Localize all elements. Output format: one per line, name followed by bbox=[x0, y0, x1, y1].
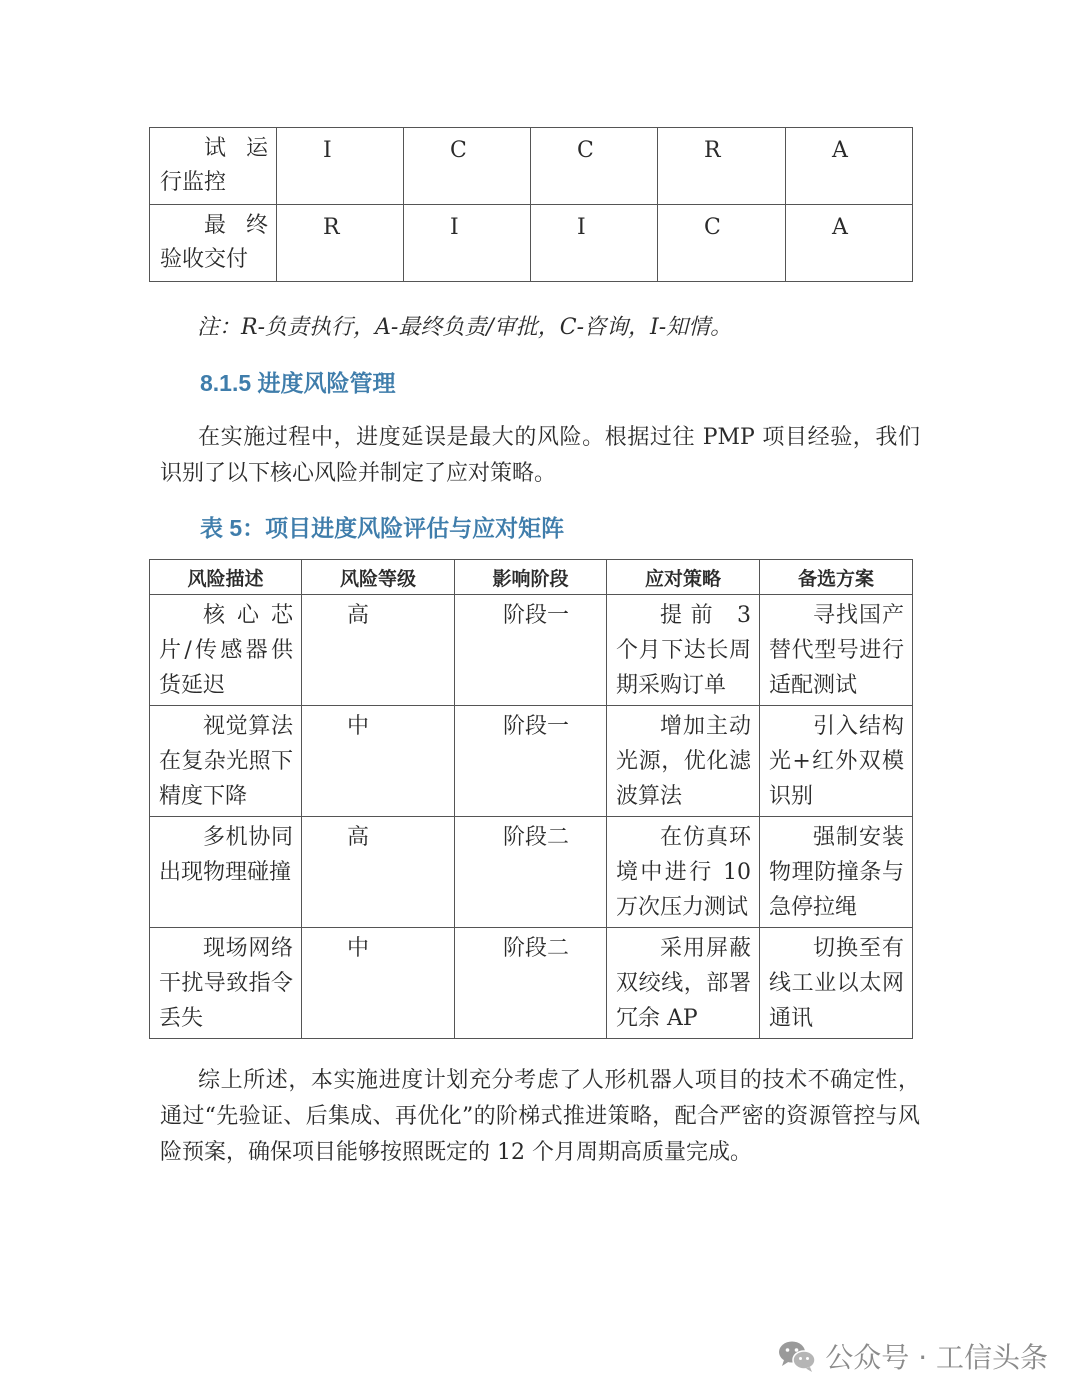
raci-value-cell: I bbox=[404, 205, 531, 282]
table-row bbox=[150, 205, 913, 282]
column-header: 影响阶段 bbox=[455, 560, 607, 595]
wechat-icon bbox=[777, 1339, 817, 1373]
risk-phase-cell: 阶段二 bbox=[455, 928, 607, 1039]
intro-paragraph: 在实施过程中，进度延误是最大的风险。根据过往 PMP 项目经验，我们识别了以下核心风险并制定了应对策略。 bbox=[160, 425, 920, 486]
column-header: 备选方案 bbox=[760, 560, 913, 595]
table-caption: 表 5：项目进度风险评估与应对矩阵 bbox=[200, 515, 565, 541]
table-row bbox=[150, 928, 913, 1039]
risk-strategy-cell: 增加主动光源，优化滤波算法 bbox=[607, 706, 760, 817]
raci-value-cell: I bbox=[277, 128, 404, 205]
risk-phase-cell: 阶段一 bbox=[455, 706, 607, 817]
raci-value-cell: A bbox=[786, 128, 913, 205]
raci-value-cell: C bbox=[404, 128, 531, 205]
risk-alternative-cell: 寻找国产替代型号进行适配测试 bbox=[760, 595, 913, 706]
column-header: 风险描述 bbox=[150, 560, 302, 595]
risk-strategy-cell: 在仿真环境中进行 10 万次压力测试 bbox=[607, 817, 760, 928]
risk-level-cell: 高 bbox=[302, 595, 455, 706]
table-row bbox=[150, 706, 913, 817]
raci-value-cell: C bbox=[531, 128, 658, 205]
raci-value-cell: I bbox=[531, 205, 658, 282]
watermark-text: 公众号 · 工信头条 bbox=[825, 1341, 1048, 1374]
risk-phase-cell: 阶段一 bbox=[455, 595, 607, 706]
risk-strategy-cell: 采用屏蔽双绞线，部署冗余 AP bbox=[607, 928, 760, 1039]
risk-level-cell: 中 bbox=[302, 928, 455, 1039]
risk-table bbox=[149, 559, 913, 1039]
raci-table bbox=[149, 127, 913, 282]
summary-paragraph: 综上所述，本实施进度计划充分考虑了人形机器人项目的技术不确定性，通过“先验证、后集成、再优化”的阶梯式推进策略，配合严密的资源管控与风险预案，确保项目能够按照既定的 12 个月周期高质量完成。 bbox=[160, 1068, 920, 1165]
risk-alternative-cell: 强制安装物理防撞条与急停拉绳 bbox=[760, 817, 913, 928]
table-header-row bbox=[150, 560, 913, 595]
risk-description-cell: 核心芯片/传感器供货延迟 bbox=[150, 595, 302, 706]
table-row bbox=[150, 128, 913, 205]
raci-value-cell: R bbox=[658, 128, 786, 205]
risk-description-cell: 现场网络干扰导致指令丢失 bbox=[150, 928, 302, 1039]
raci-value-cell: A bbox=[786, 205, 913, 282]
raci-value-cell: C bbox=[658, 205, 786, 282]
risk-strategy-cell: 提前 3 个月下达长周期采购订单 bbox=[607, 595, 760, 706]
raci-stage-cell: 试运行监控 bbox=[150, 128, 277, 205]
risk-alternative-cell: 切换至有线工业以太网通讯 bbox=[760, 928, 913, 1039]
risk-level-cell: 中 bbox=[302, 706, 455, 817]
table-row bbox=[150, 817, 913, 928]
table-row bbox=[150, 595, 913, 706]
column-header: 风险等级 bbox=[302, 560, 455, 595]
risk-phase-cell: 阶段二 bbox=[455, 817, 607, 928]
risk-description-cell: 视觉算法在复杂光照下精度下降 bbox=[150, 706, 302, 817]
raci-stage-cell: 最终验收交付 bbox=[150, 205, 277, 282]
risk-alternative-cell: 引入结构光+红外双模识别 bbox=[760, 706, 913, 817]
watermark bbox=[777, 1336, 1048, 1376]
section-title: 8.1.5 进度风险管理 bbox=[200, 370, 396, 396]
raci-note: 注：R-负责执行，A-最终负责/审批，C-咨询，I-知情。 bbox=[197, 315, 733, 340]
risk-level-cell: 高 bbox=[302, 817, 455, 928]
raci-value-cell: R bbox=[277, 205, 404, 282]
risk-description-cell: 多机协同出现物理碰撞 bbox=[150, 817, 302, 928]
column-header: 应对策略 bbox=[607, 560, 760, 595]
